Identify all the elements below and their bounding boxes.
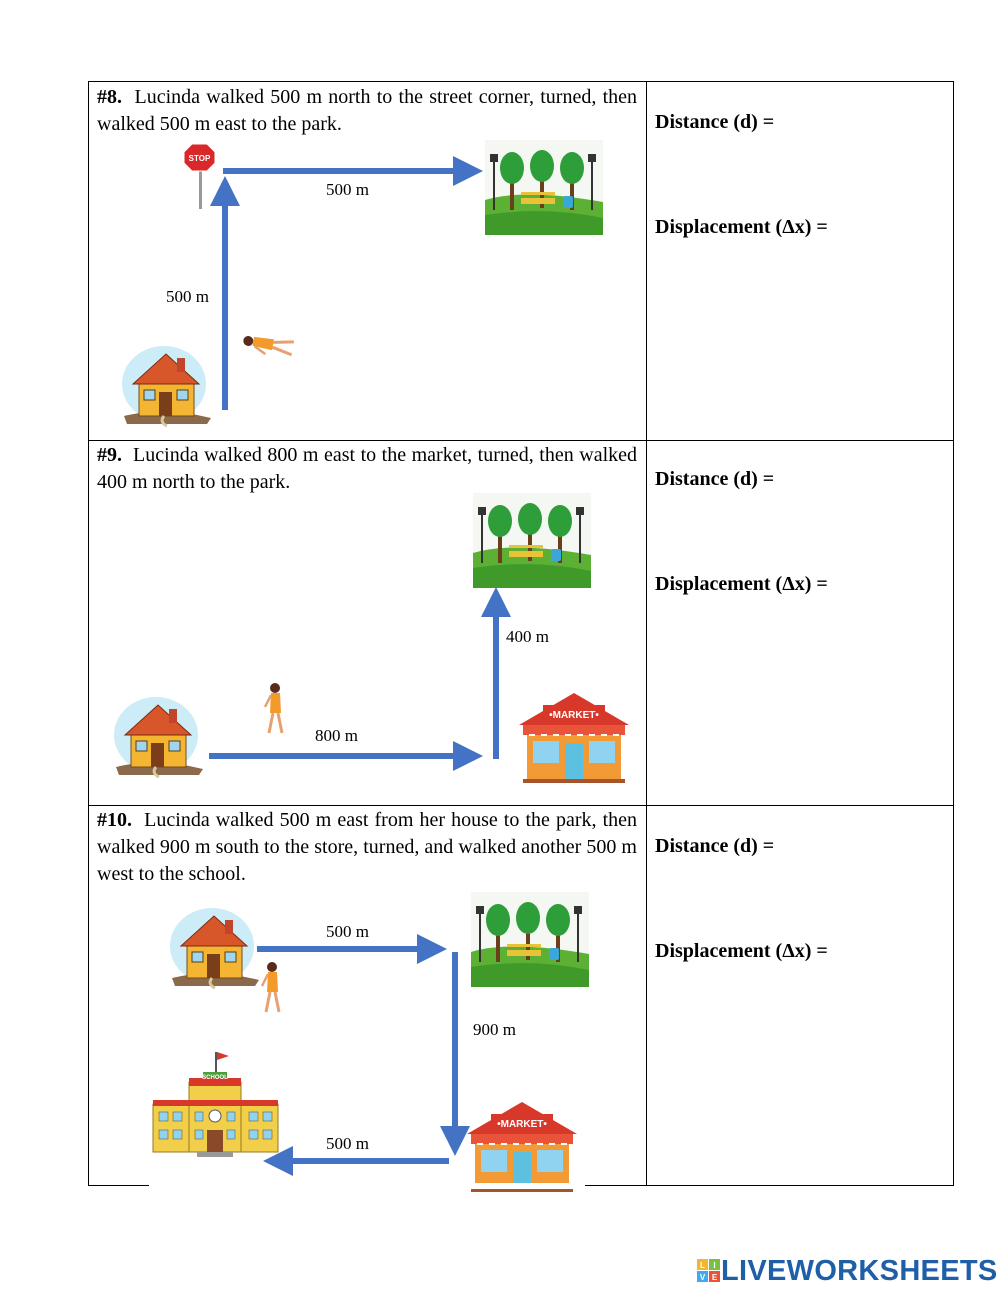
problem-number: #8. — [97, 86, 122, 108]
problem-9-diagram — [89, 441, 646, 807]
problem-8-diagram — [89, 82, 646, 442]
label-north-500: 500 m — [166, 287, 209, 306]
logo-text: LIVEWORKSHEETS — [721, 1254, 998, 1287]
problem-10-diagram — [89, 806, 646, 1187]
logo-letter: V — [699, 1273, 706, 1282]
market-sign-text: •MARKET• — [497, 1119, 547, 1130]
label-south-900: 900 m — [473, 1020, 516, 1039]
problem-8-answer-cell — [646, 82, 953, 440]
displacement-label: Displacement (Δx) = — [655, 573, 828, 595]
market-icon — [467, 1102, 577, 1192]
label-east-500: 500 m — [326, 180, 369, 199]
label-east-500: 500 m — [326, 922, 369, 941]
label-west-500: 500 m — [326, 1134, 369, 1153]
logo-letter: E — [711, 1273, 718, 1282]
house-icon — [170, 908, 259, 988]
problem-9-answer-cell — [646, 441, 953, 805]
person-icon — [242, 333, 294, 358]
displacement-label: Displacement (Δx) = — [655, 940, 828, 962]
problem-9-diagram-cell — [89, 441, 647, 805]
problem-8-diagram-cell — [89, 82, 647, 440]
problem-statement: Lucinda walked 800 m east to the market, turned, then walked 400 m north to the park. — [97, 444, 637, 493]
logo-blocks-icon — [697, 1259, 721, 1283]
problem-statement: Lucinda walked 500 m east from her house to the park, then walked 900 m south to the store, turned, and walked another 500 m west to the school. — [97, 809, 638, 885]
problem-10-diagram-cell — [89, 806, 647, 1185]
displacement-label: Displacement (Δx) = — [655, 216, 828, 238]
problem-number: #9. — [97, 444, 122, 466]
park-icon — [473, 493, 591, 588]
stop-sign-icon — [184, 144, 215, 209]
distance-label: Distance (d) = — [655, 468, 775, 490]
logo-letter: I — [713, 1261, 716, 1270]
house-icon — [114, 697, 203, 777]
school-icon — [153, 1052, 278, 1157]
liveworksheets-logo — [697, 1255, 998, 1287]
problem-10-answer-cell — [646, 806, 953, 1185]
label-north-400: 400 m — [506, 627, 549, 646]
person-icon — [262, 962, 279, 1012]
house-icon — [122, 346, 211, 426]
problem-8-row — [88, 81, 954, 441]
problem-number: #10. — [97, 809, 132, 831]
market-sign-text: •MARKET• — [549, 710, 599, 721]
park-icon — [471, 892, 589, 987]
label-east-800: 800 m — [315, 726, 358, 745]
problem-9-row — [88, 440, 954, 806]
logo-letter: L — [700, 1261, 705, 1270]
distance-label: Distance (d) = — [655, 111, 775, 133]
person-icon — [265, 683, 282, 733]
problem-10-row — [88, 805, 954, 1186]
stop-sign-text: STOP — [188, 154, 211, 163]
park-icon — [485, 140, 603, 235]
school-sign-text: SCHOOL — [202, 1075, 228, 1081]
market-icon — [519, 693, 629, 783]
distance-label: Distance (d) = — [655, 835, 775, 857]
problem-statement: Lucinda walked 500 m north to the street corner, turned, then walked 500 m east to the park. — [97, 86, 638, 135]
